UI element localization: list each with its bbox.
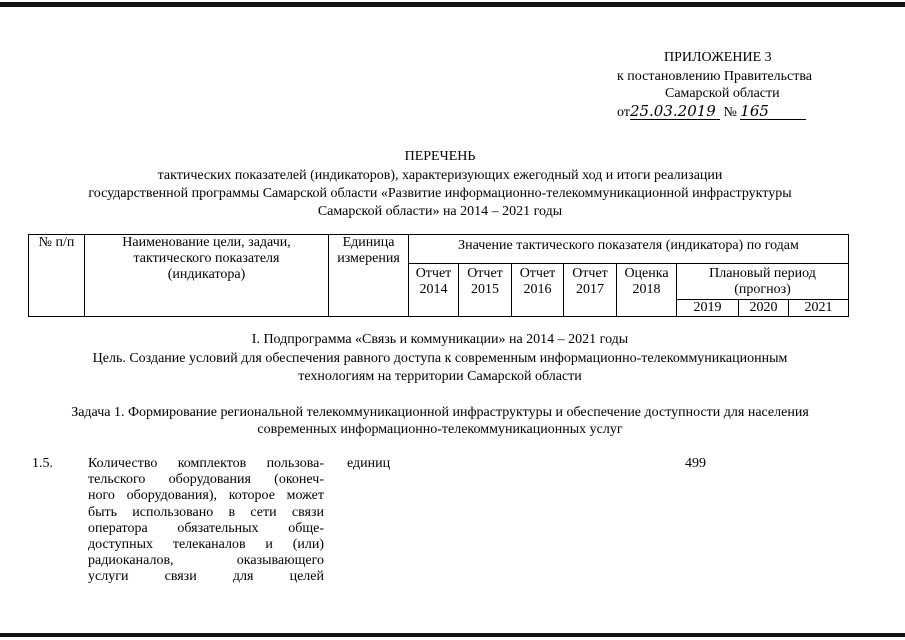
row-number: 1.5. [32, 456, 53, 471]
plan-period-text-2: (прогноз) [734, 282, 791, 297]
scan-top-border [0, 2, 905, 7]
appendix-label: ПРИЛОЖЕНИЕ 3 [664, 50, 772, 65]
year-value: 2017 [576, 282, 604, 297]
row-desc-line: оператора обязательных обще- [88, 520, 324, 536]
doc-subtitle-3: Самарской области» на 2014 – 2021 годы [317, 204, 563, 219]
row-desc-line: радиоканалов, оказывающего [88, 553, 324, 569]
col-number-text: № п/п [38, 235, 75, 250]
row-desc-line: услуги связи для целей [88, 569, 324, 585]
plan-year-2021 [789, 300, 849, 317]
doc-subtitle-1: тактических показателей (индикаторов), характеризующих ежегодный ход и итоги реализации [157, 168, 723, 183]
plan-year-text: 2019 [693, 300, 722, 315]
col-values-text: Значение тактического показателя (индикатора) по годам [458, 238, 799, 253]
table-header [28, 234, 849, 317]
col-unit-header [329, 234, 409, 317]
year-value: 2016 [523, 282, 552, 297]
year-col-2014 [409, 264, 459, 317]
col-name-text-3: (индикатора) [167, 267, 246, 282]
plan-period-header [677, 264, 849, 300]
year-label: Оценка [624, 266, 669, 281]
scan-bottom-border [0, 633, 905, 637]
task-line-1: Задача 1. Формирование региональной телекоммуникационной инфраструктуры и обеспечение доступности для населения [71, 405, 809, 420]
row-desc-line: тельского оборудования (оконеч- [88, 472, 324, 488]
number-handwritten: 165 [740, 103, 806, 120]
year-label: Отчет [467, 266, 503, 281]
row-description [88, 456, 324, 586]
year-col-2018 [617, 264, 677, 317]
year-col-2017 [564, 264, 617, 317]
col-values-header [409, 234, 849, 264]
year-value: 2014 [419, 282, 448, 297]
resolution-label: к постановлению Правительства [617, 69, 813, 84]
plan-year-text: 2020 [749, 300, 778, 315]
doc-subtitle-2: государственной программы Самарской области «Развитие информационно-телекоммуникационной инфраструктуры [88, 186, 792, 201]
col-name-header [85, 234, 329, 317]
year-label: Отчет [415, 266, 452, 281]
date-line [617, 103, 806, 121]
row-desc-line: быть использовано в сети связи [88, 504, 324, 520]
year-col-2015 [459, 264, 512, 317]
task-line-2: современных информационно-телекоммуникационных услуг [257, 422, 623, 437]
region-label: Самарской области [665, 86, 780, 101]
col-number-header [28, 234, 85, 317]
plan-year-2019 [677, 300, 739, 317]
row-desc-line: доступных телеканалов и (или) [88, 536, 324, 552]
year-value: 2018 [632, 282, 661, 297]
year-label: Отчет [519, 266, 556, 281]
plan-year-2020 [739, 300, 789, 317]
col-unit-text-2: измерения [337, 251, 400, 266]
row-desc-line: ного оборудования), которое может [88, 488, 324, 504]
row-value: 499 [685, 456, 706, 471]
date-prefix: от [617, 105, 630, 120]
goal-line-2: технологиям на территории Самарской области [298, 369, 582, 384]
plan-year-text: 2021 [804, 300, 833, 315]
plan-period-text-1: Плановый период [709, 266, 816, 281]
year-value: 2015 [471, 282, 499, 297]
year-label: Отчет [572, 266, 608, 281]
year-col-2016 [512, 264, 564, 317]
col-unit-text-1: Единица [342, 235, 395, 250]
subprogram-heading: I. Подпрограмма «Связь и коммуникации» на 2014 – 2021 годы [251, 332, 629, 347]
goal-line-1: Цель. Создание условий для обеспечения равного доступа к современным информационно-телекоммуникационным [92, 351, 788, 366]
row-unit: единиц [347, 456, 391, 471]
col-name-text-2: тактического показателя [133, 251, 280, 266]
date-handwritten: 25.03.2019 [630, 103, 720, 120]
row-desc-line: Количество комплектов пользова- [88, 456, 324, 471]
number-label: № [723, 105, 737, 120]
doc-title: ПЕРЕЧЕНЬ [404, 149, 476, 164]
col-name-text-1: Наименование цели, задачи, [122, 235, 291, 250]
